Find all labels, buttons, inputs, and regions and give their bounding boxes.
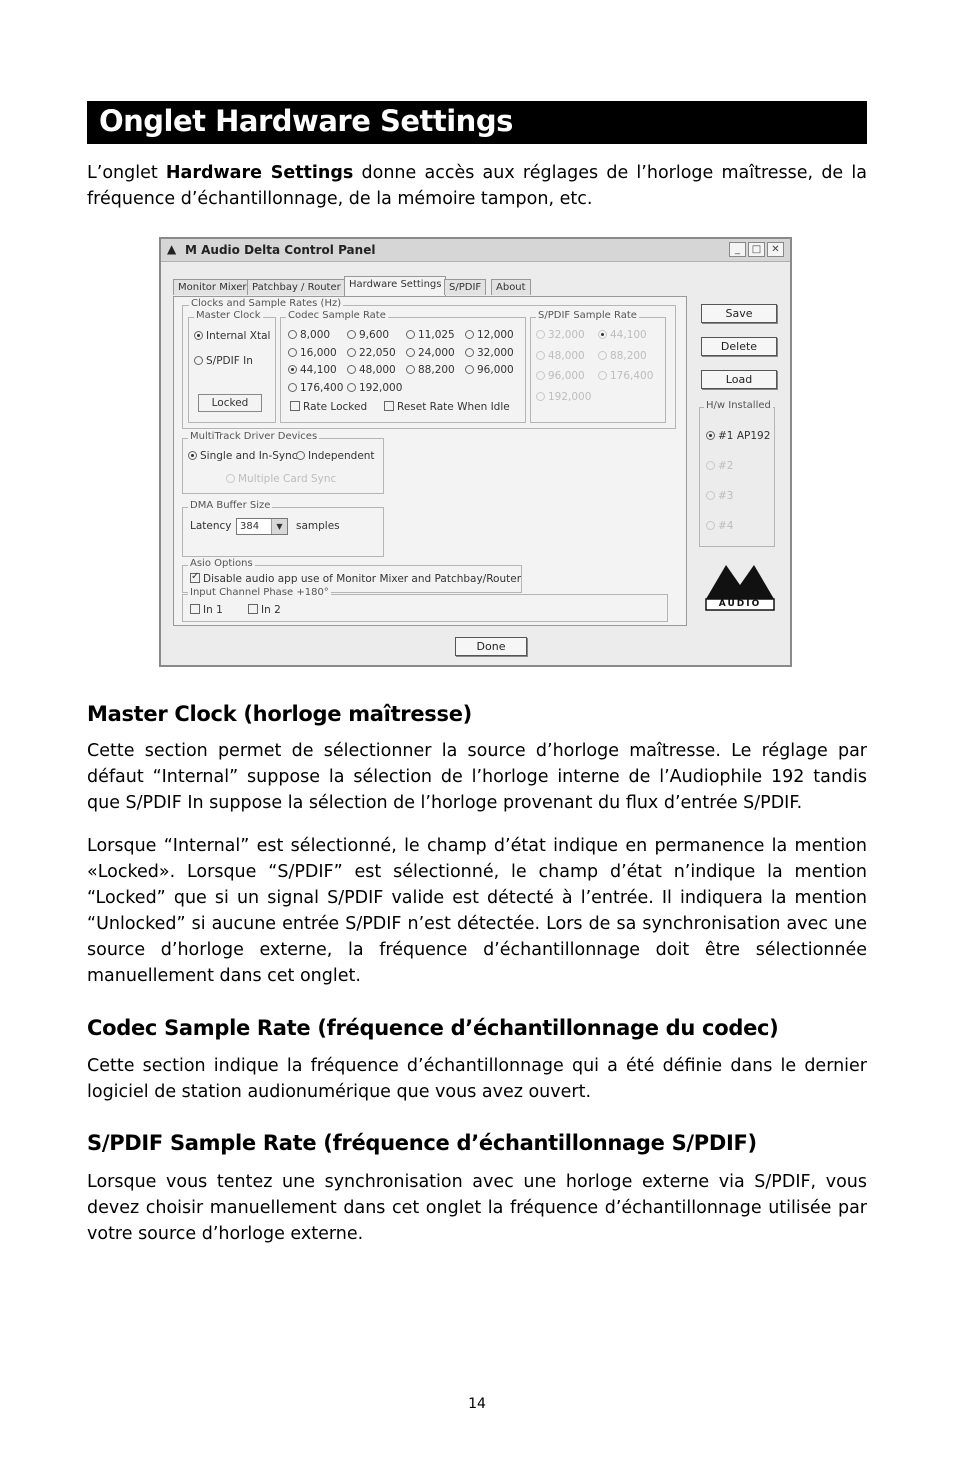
- load-button[interactable]: Load: [701, 370, 777, 389]
- hw-installed-radio[interactable]: [706, 520, 733, 532]
- codec-rate-radio[interactable]: [288, 364, 337, 376]
- independent-radio[interactable]: [296, 450, 375, 462]
- radio-icon: [536, 371, 545, 380]
- spdif-rate-radio[interactable]: [598, 370, 653, 382]
- spdif-rate-radio-label: 96,000: [548, 370, 585, 382]
- spdif-rate-radio[interactable]: [536, 370, 585, 382]
- radio-selected-icon: [188, 451, 197, 460]
- radio-icon: [465, 348, 474, 357]
- spdif-rate-radio-label: 32,000: [548, 329, 585, 341]
- asio-label: Asio Options: [190, 558, 253, 569]
- latency-label: Latency: [190, 520, 232, 532]
- disable-audio-app-label: Disable audio app use of Monitor Mixer and Patchbay/Router: [203, 573, 522, 585]
- radio-icon: [598, 351, 607, 360]
- checkbox-icon: [248, 604, 258, 614]
- close-icon[interactable]: ✕: [767, 242, 784, 257]
- hw-installed-radio-label: #1 AP192: [718, 430, 771, 442]
- codec-rate-radio-label: 22,050: [359, 346, 396, 359]
- codec-rate-radio[interactable]: [288, 382, 343, 394]
- radio-icon: [288, 383, 297, 392]
- intro-bold: Hardware Settings: [165, 163, 354, 183]
- hw-installed-radio[interactable]: [706, 430, 770, 442]
- hw-installed-radio-label: #4: [718, 520, 734, 532]
- window-title: M Audio Delta Control Panel: [185, 243, 376, 257]
- samples-label: samples: [296, 520, 340, 532]
- section-heading-bar: [87, 101, 867, 144]
- spdif-rate-radio[interactable]: [536, 329, 585, 341]
- hw-installed-radio-label: #3: [718, 490, 734, 502]
- tab-about[interactable]: About: [491, 279, 531, 295]
- codec-rate-radio-label: 32,000: [477, 346, 514, 359]
- codec-rate-radio[interactable]: [347, 329, 389, 341]
- codec-rate-radio[interactable]: [465, 329, 514, 341]
- codec-rate-radio[interactable]: [347, 347, 396, 359]
- latency-select[interactable]: [236, 518, 288, 535]
- codec-rate-heading: Codec Sample Rate (fréquence d’échantillonnage du codec): [87, 1016, 779, 1040]
- codec-rate-paragraph: Cette section indique la fréquence d’échantillonnage qui a été définie dans le dernier logiciel de station audionumérique que vous avez ouvert.: [87, 1056, 867, 1102]
- spdif-in-radio[interactable]: [194, 355, 253, 367]
- spdif-rate-radio-label: 176,400: [610, 370, 654, 382]
- in1-checkbox[interactable]: [190, 604, 223, 616]
- checkbox-icon: [190, 604, 200, 614]
- codec-rate-radio-label: 192,000: [359, 381, 403, 394]
- radio-icon: [706, 521, 715, 530]
- radio-icon: [465, 365, 474, 374]
- internal-xtal-radio[interactable]: [194, 330, 270, 342]
- reset-rate-label: Reset Rate When Idle: [397, 401, 510, 413]
- m-audio-brand-logo: [704, 559, 776, 613]
- save-button[interactable]: Save: [701, 304, 777, 323]
- window-titlebar: [161, 239, 790, 262]
- radio-icon: [406, 330, 415, 339]
- spdif-rate-radio[interactable]: [598, 350, 647, 362]
- tab-patchbay-router[interactable]: Patchbay / Router: [247, 279, 346, 295]
- radio-icon: [194, 356, 203, 365]
- minimize-icon[interactable]: _: [729, 242, 746, 257]
- multitrack-group: [182, 438, 384, 494]
- codec-rate-radio[interactable]: [288, 347, 337, 359]
- spdif-rate-radio[interactable]: [536, 350, 585, 362]
- codec-rate-radio-label: 96,000: [477, 364, 514, 376]
- radio-icon: [296, 451, 305, 460]
- input-phase-label: Input Channel Phase +180°: [190, 587, 329, 598]
- rate-locked-label: Rate Locked: [303, 401, 368, 413]
- master-clock-label: Master Clock: [196, 310, 261, 321]
- radio-selected-icon: [706, 431, 715, 440]
- codec-rate-radio[interactable]: [288, 329, 330, 341]
- radio-icon: [706, 461, 715, 470]
- tab-hardware-settings[interactable]: Hardware Settings: [344, 276, 446, 296]
- internal-xtal-label: Internal Xtal: [206, 330, 271, 342]
- radio-icon: [226, 474, 235, 483]
- latency-value: 384: [240, 521, 260, 532]
- spdif-rate-heading: S/PDIF Sample Rate (fréquence d’échantillonnage S/PDIF): [87, 1131, 757, 1155]
- spdif-rate-paragraph: Lorsque vous tentez une synchronisation avec une horloge externe via S/PDIF, vous devez choisir manuellement dans cet onglet la fréquence d’échantillonnage utilisée par votre source d’horloge externe.: [87, 1172, 867, 1244]
- in1-label: In 1: [203, 604, 223, 616]
- codec-rate-radio-label: 48,000: [359, 364, 396, 376]
- clocks-group-label: Clocks and Sample Rates (Hz): [191, 298, 342, 309]
- radio-icon: [288, 330, 297, 339]
- codec-rate-radio-label: 12,000: [477, 329, 514, 341]
- spdif-rate-radio-label: 44,100: [610, 329, 647, 341]
- spdif-in-label: S/PDIF In: [206, 355, 253, 367]
- codec-rate-radio[interactable]: [347, 364, 396, 376]
- hardware-settings-panel: [173, 296, 687, 626]
- chevron-down-icon: ▼: [271, 519, 287, 534]
- spdif-rate-radio-label: 48,000: [548, 349, 585, 362]
- codec-rate-radio-label: 9,600: [359, 329, 390, 341]
- control-panel-screenshot: [159, 237, 792, 667]
- in2-label: In 2: [261, 604, 281, 616]
- codec-rate-radio-label: 11,025: [418, 329, 455, 341]
- codec-rate-radio-label: 16,000: [300, 346, 337, 359]
- radio-icon: [347, 383, 356, 392]
- hw-installed-label: H/w Installed: [706, 400, 771, 411]
- codec-rate-label: Codec Sample Rate: [288, 310, 386, 321]
- rate-locked-checkbox[interactable]: [290, 401, 367, 413]
- codec-rate-radio-label: 44,100: [300, 364, 337, 376]
- master-clock-heading: Master Clock (horloge maîtresse): [87, 702, 472, 726]
- radio-icon: [536, 330, 545, 339]
- single-in-sync-radio[interactable]: [188, 450, 298, 462]
- radio-icon: [706, 491, 715, 500]
- single-in-sync-label: Single and In-Sync: [200, 450, 298, 462]
- radio-icon: [406, 365, 415, 374]
- done-button[interactable]: Done: [455, 637, 527, 656]
- m-audio-logo-icon: ▲: [167, 242, 177, 256]
- independent-label: Independent: [308, 450, 375, 462]
- intro-after: donne accès aux réglages de l’horloge maîtresse, de la fréquence d’échantillonnage, de la mémoire tampon, etc.: [87, 163, 867, 209]
- codec-rate-radio[interactable]: [406, 347, 455, 359]
- page-number: 14: [468, 1396, 486, 1412]
- delete-button[interactable]: Delete: [701, 337, 777, 356]
- disable-audio-app-checkbox[interactable]: [190, 573, 521, 585]
- master-clock-paragraph-2: Lorsque “Internal” est sélectionné, le champ d’état indique en permanence la mention «Locked». Lorsque “S/PDIF” est sélectionné, le champ d’état n’indique la mention “Locked” que si un signal S/PDIF valide est détecté à l’entrée. Il indiquera la mention “Unlocked” si aucune entrée S/PDIF n’est détectée. Lors de sa synchronisation avec une source d’horloge externe, la fréquence d’échantillonnage doit être sélectionnée manuellement dans cet onglet.: [87, 836, 867, 986]
- spdif-rate-radio[interactable]: [536, 391, 591, 403]
- maximize-icon[interactable]: □: [748, 242, 765, 257]
- spdif-rate-radio-label: 88,200: [610, 349, 647, 362]
- in2-checkbox[interactable]: [248, 604, 281, 616]
- radio-icon: [347, 330, 356, 339]
- brand-text: AUDIO: [718, 599, 762, 609]
- radio-icon: [598, 371, 607, 380]
- radio-selected-icon: [288, 365, 297, 374]
- spdif-rate-radio-label: 192,000: [548, 390, 592, 403]
- radio-icon: [347, 348, 356, 357]
- codec-rate-radio[interactable]: [406, 364, 455, 376]
- radio-icon: [536, 392, 545, 401]
- intro-before: L’onglet: [87, 163, 166, 183]
- dma-buffer-label: DMA Buffer Size: [190, 500, 271, 511]
- codec-rate-radio[interactable]: [347, 382, 402, 394]
- multiple-card-sync-label: Multiple Card Sync: [238, 473, 337, 485]
- hw-installed-radio[interactable]: [706, 460, 733, 472]
- codec-rate-radio-label: 88,200: [418, 364, 455, 376]
- checkbox-icon: [290, 401, 300, 411]
- radio-icon: [288, 348, 297, 357]
- multitrack-label: MultiTrack Driver Devices: [190, 431, 318, 442]
- master-clock-paragraph-1: Cette section permet de sélectionner la source d’horloge maîtresse. Le réglage par défaut “Internal” suppose la sélection de l’horloge interne de l’Audiophile 192 tandis que S/PDIF In suppose la sélection de l’horloge provenant du flux d’entrée S/PDIF.: [87, 741, 867, 813]
- checkbox-icon: [384, 401, 394, 411]
- radio-icon: [406, 348, 415, 357]
- tab-spdif[interactable]: S/PDIF: [444, 279, 486, 295]
- radio-selected-icon: [598, 330, 607, 339]
- codec-rate-radio-label: 176,400: [300, 381, 344, 394]
- codec-rate-radio[interactable]: [465, 364, 514, 376]
- page-title: Onglet Hardware Settings: [99, 104, 513, 138]
- radio-icon: [536, 351, 545, 360]
- codec-rate-radio[interactable]: [465, 347, 514, 359]
- codec-rate-radio-label: 24,000: [418, 346, 455, 359]
- radio-icon: [347, 365, 356, 374]
- codec-rate-radio-label: 8,000: [300, 329, 331, 341]
- reset-rate-checkbox[interactable]: [384, 401, 510, 413]
- radio-icon: [465, 330, 474, 339]
- hw-installed-radio-label: #2: [718, 460, 734, 472]
- radio-selected-icon: [194, 331, 203, 340]
- tab-monitor-mixer[interactable]: Monitor Mixer: [173, 279, 251, 295]
- spdif-rate-label: S/PDIF Sample Rate: [538, 310, 637, 321]
- intro-paragraph: [87, 160, 867, 212]
- multiple-card-sync-radio[interactable]: [226, 473, 336, 485]
- hw-installed-radio[interactable]: [706, 490, 733, 502]
- codec-rate-radio[interactable]: [406, 329, 455, 341]
- checkbox-checked-icon: [190, 573, 200, 583]
- spdif-rate-radio[interactable]: [598, 329, 647, 341]
- clock-status-field: Locked: [198, 394, 262, 412]
